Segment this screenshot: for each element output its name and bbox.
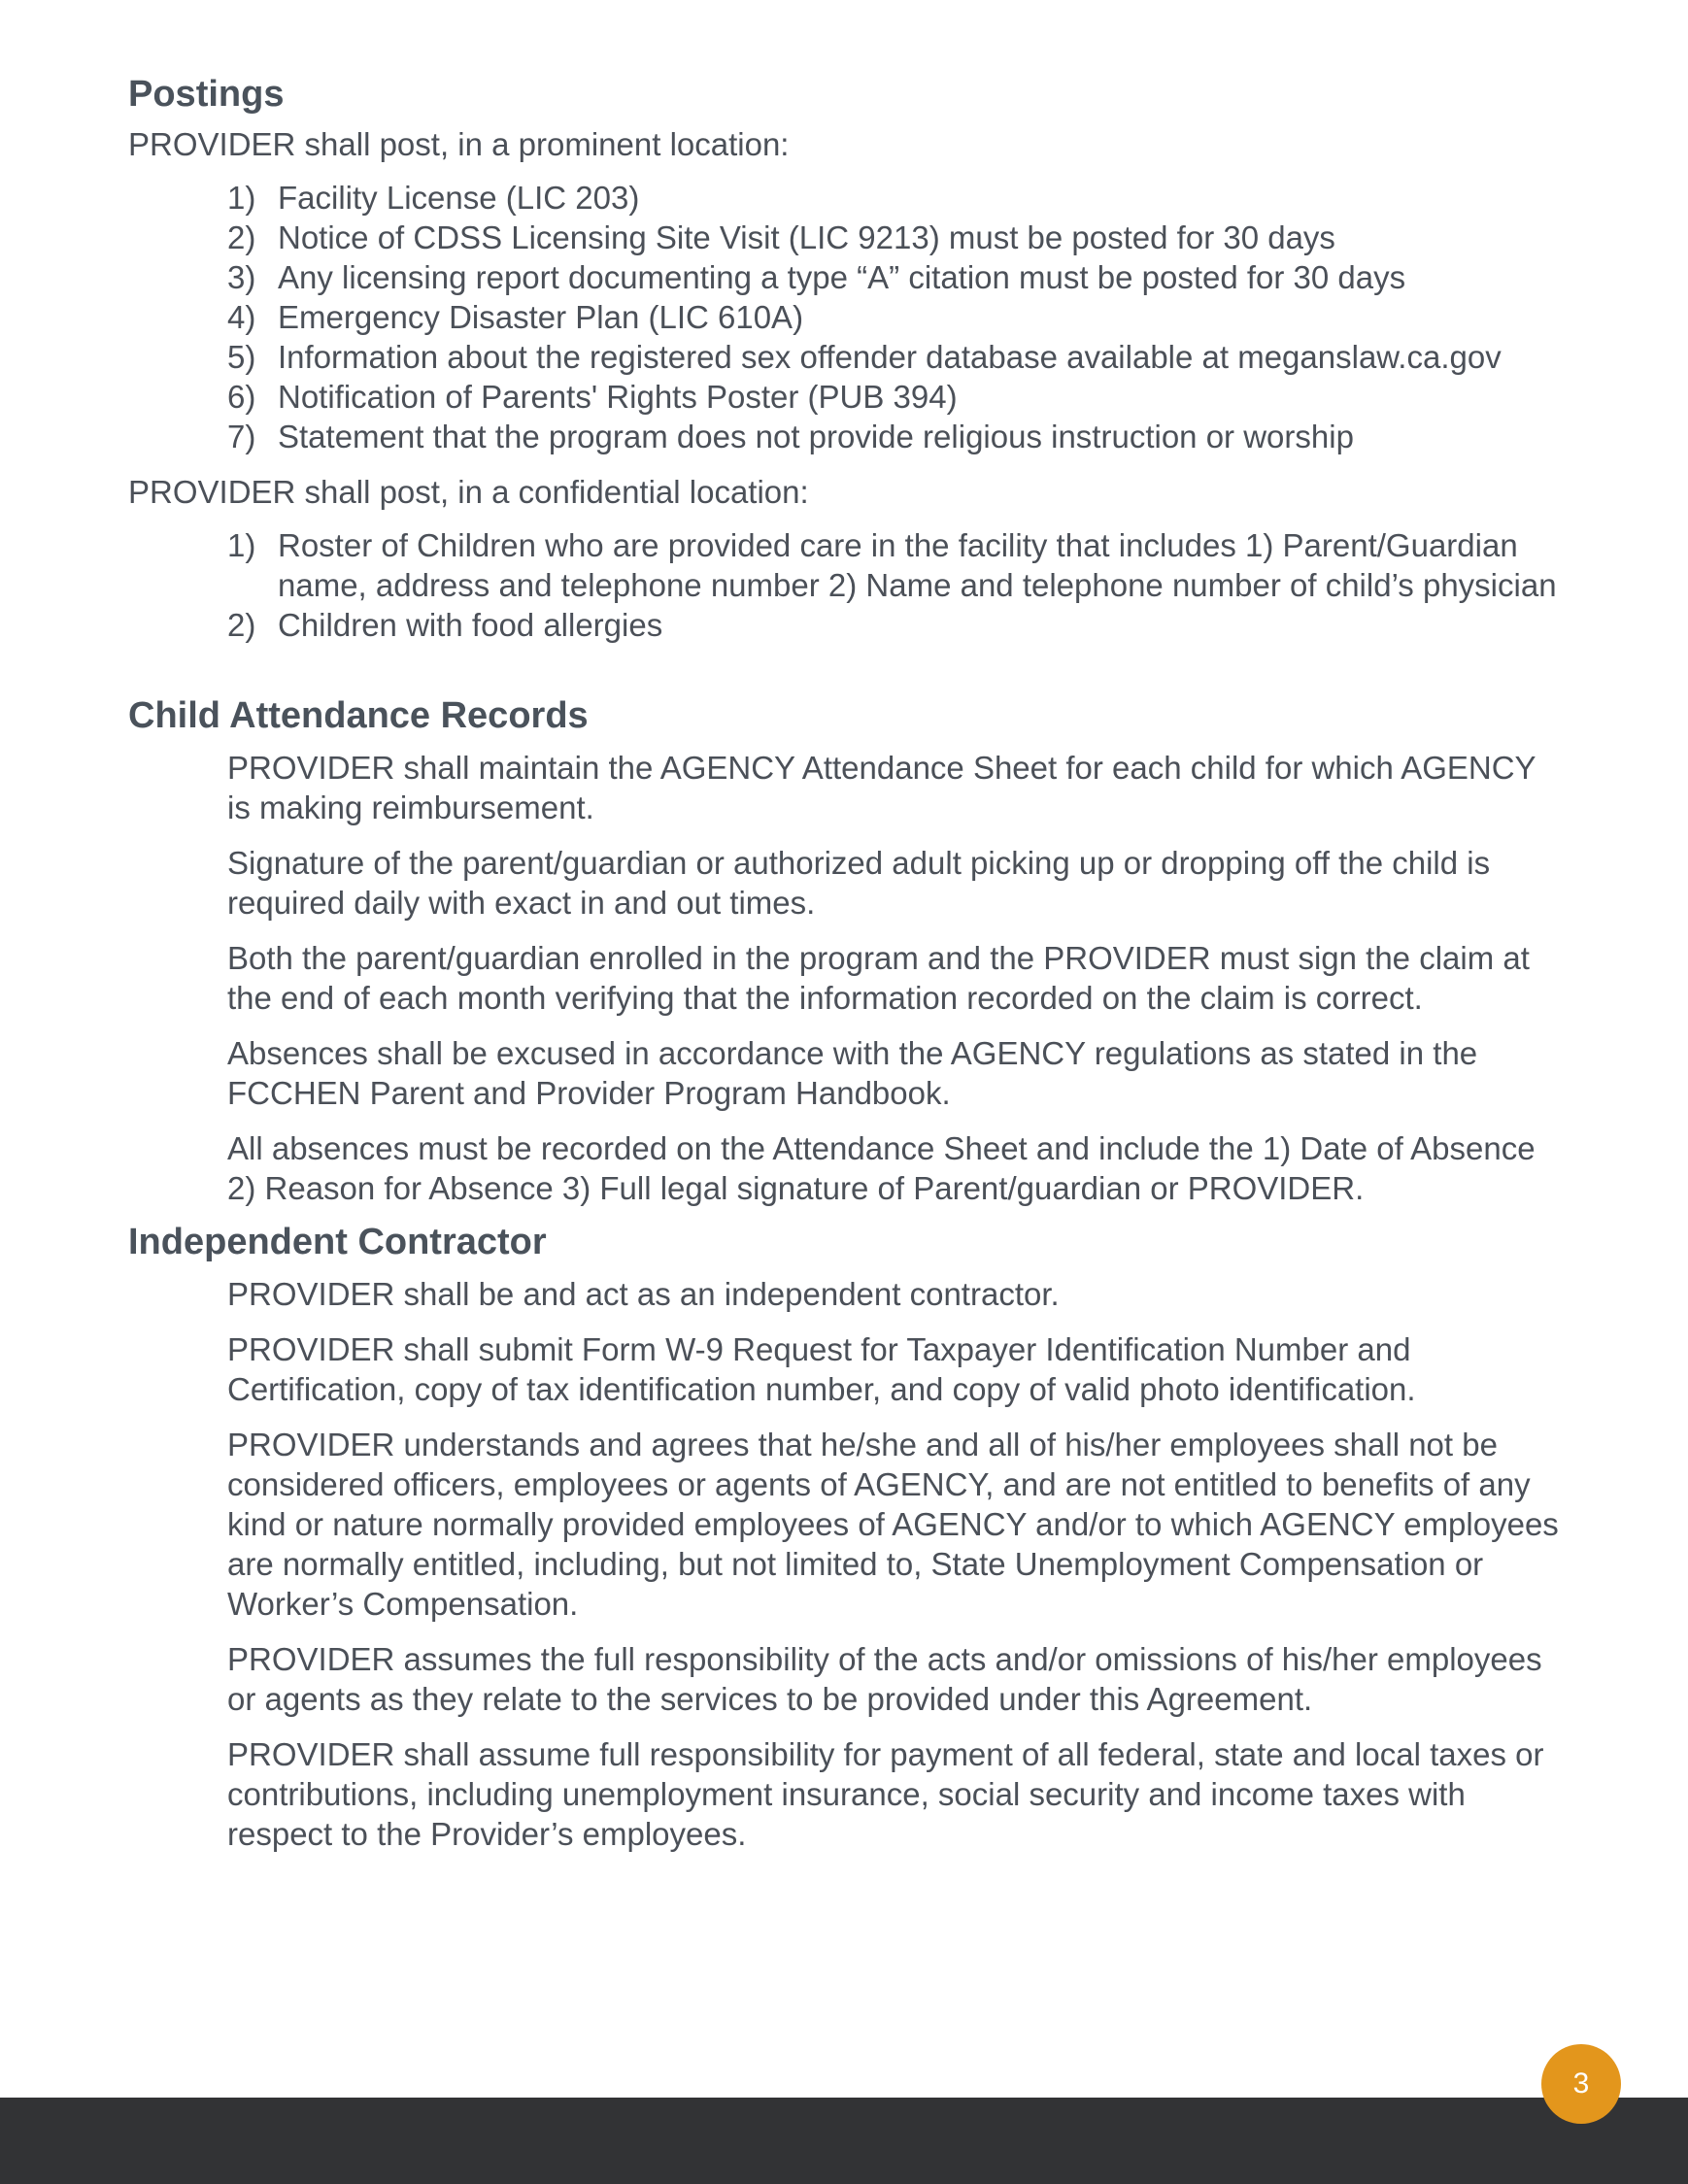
contractor-body [128,1274,1566,1854]
postings-section [128,70,1566,645]
prominent-intro: PROVIDER shall post, in a prominent location: [128,126,790,162]
contractor-section [128,1218,1566,1854]
paragraph: Both the parent/guardian enrolled in the program and the PROVIDER must sign the claim at the end of each month verifying that the information recorded on the claim is correct. [227,940,1530,1016]
list-item [128,218,1566,257]
document-content [128,70,1566,1854]
list-item-text: Emergency Disaster Plan (LIC 610A) [278,299,804,335]
list-item-text: Facility License (LIC 203) [278,180,640,216]
list-item [128,525,1566,605]
paragraph: PROVIDER understands and agrees that he/she and all of his/her employees shall not be considered officers, employees or agents of AGENCY, and are not entitled to benefits of any kind or nature normally provided employees of AGENCY and/or to which AGENCY employees are normally entitled, including, but not limited to, State Unemployment Compensation or Worker’s Compensation. [227,1427,1559,1622]
list-number: 6) [227,379,256,415]
list-item [128,297,1566,337]
confidential-intro: PROVIDER shall post, in a confidential location: [128,474,809,510]
list-item [128,337,1566,377]
paragraph: PROVIDER shall be and act as an independent contractor. [227,1276,1060,1312]
list-number: 2) [227,607,256,643]
list-number: 2) [227,219,256,255]
attendance-section [128,691,1566,1208]
list-item-text: Any licensing report documenting a type “A” citation must be posted for 30 days [278,259,1406,295]
list-item [128,417,1566,456]
list-item [128,257,1566,297]
confidential-list [128,525,1566,645]
paragraph: PROVIDER shall submit Form W-9 Request for Taxpayer Identification Number and Certification, copy of tax identification number, and copy of valid photo identification. [227,1331,1416,1407]
prominent-list [128,178,1566,456]
page-number-badge: 3 [1541,2044,1621,2124]
paragraph: PROVIDER shall assume full responsibility for payment of all federal, state and local taxes or contributions, including unemployment insurance, social security and income taxes with respect to the Provider’s employees. [227,1736,1544,1852]
list-item-text: Information about the registered sex offender database available at meganslaw.ca.gov [278,339,1502,375]
paragraph: PROVIDER shall maintain the AGENCY Attendance Sheet for each child for which AGENCY is making reimbursement. [227,750,1536,825]
contractor-heading: Independent Contractor [128,1222,547,1262]
list-item [128,178,1566,218]
postings-heading: Postings [128,74,285,115]
list-item-text: Roster of Children who are provided care in the facility that includes 1) Parent/Guardian name, address and telephone number 2) Name and telephone number of child’s physician [278,527,1557,603]
list-item [128,605,1566,645]
paragraph: All absences must be recorded on the Attendance Sheet and include the 1) Date of Absence 2) Reason for Absence 3) Full legal signature of Parent/guardian or PROVIDER. [227,1130,1536,1206]
list-item-text: Notification of Parents' Rights Poster (PUB 394) [278,379,958,415]
footer-bar [0,2098,1688,2184]
paragraph: PROVIDER assumes the full responsibility of the acts and/or omissions of his/her employees or agents as they relate to the services to be provided under this Agreement. [227,1641,1542,1717]
list-number: 1) [227,180,256,216]
list-number: 5) [227,339,256,375]
paragraph: Absences shall be excused in accordance with the AGENCY regulations as stated in the FCCHEN Parent and Provider Program Handbook. [227,1035,1478,1111]
list-number: 3) [227,259,256,295]
list-item [128,377,1566,417]
list-number: 4) [227,299,256,335]
list-number: 7) [227,419,256,454]
attendance-body [128,748,1566,1208]
list-number: 1) [227,527,256,563]
list-item-text: Statement that the program does not provide religious instruction or worship [278,419,1354,454]
paragraph: Signature of the parent/guardian or authorized adult picking up or dropping off the child is required daily with exact in and out times. [227,845,1491,921]
attendance-heading: Child Attendance Records [128,695,589,736]
list-item-text: Notice of CDSS Licensing Site Visit (LIC 9213) must be posted for 30 days [278,219,1335,255]
list-item-text: Children with food allergies [278,607,663,643]
